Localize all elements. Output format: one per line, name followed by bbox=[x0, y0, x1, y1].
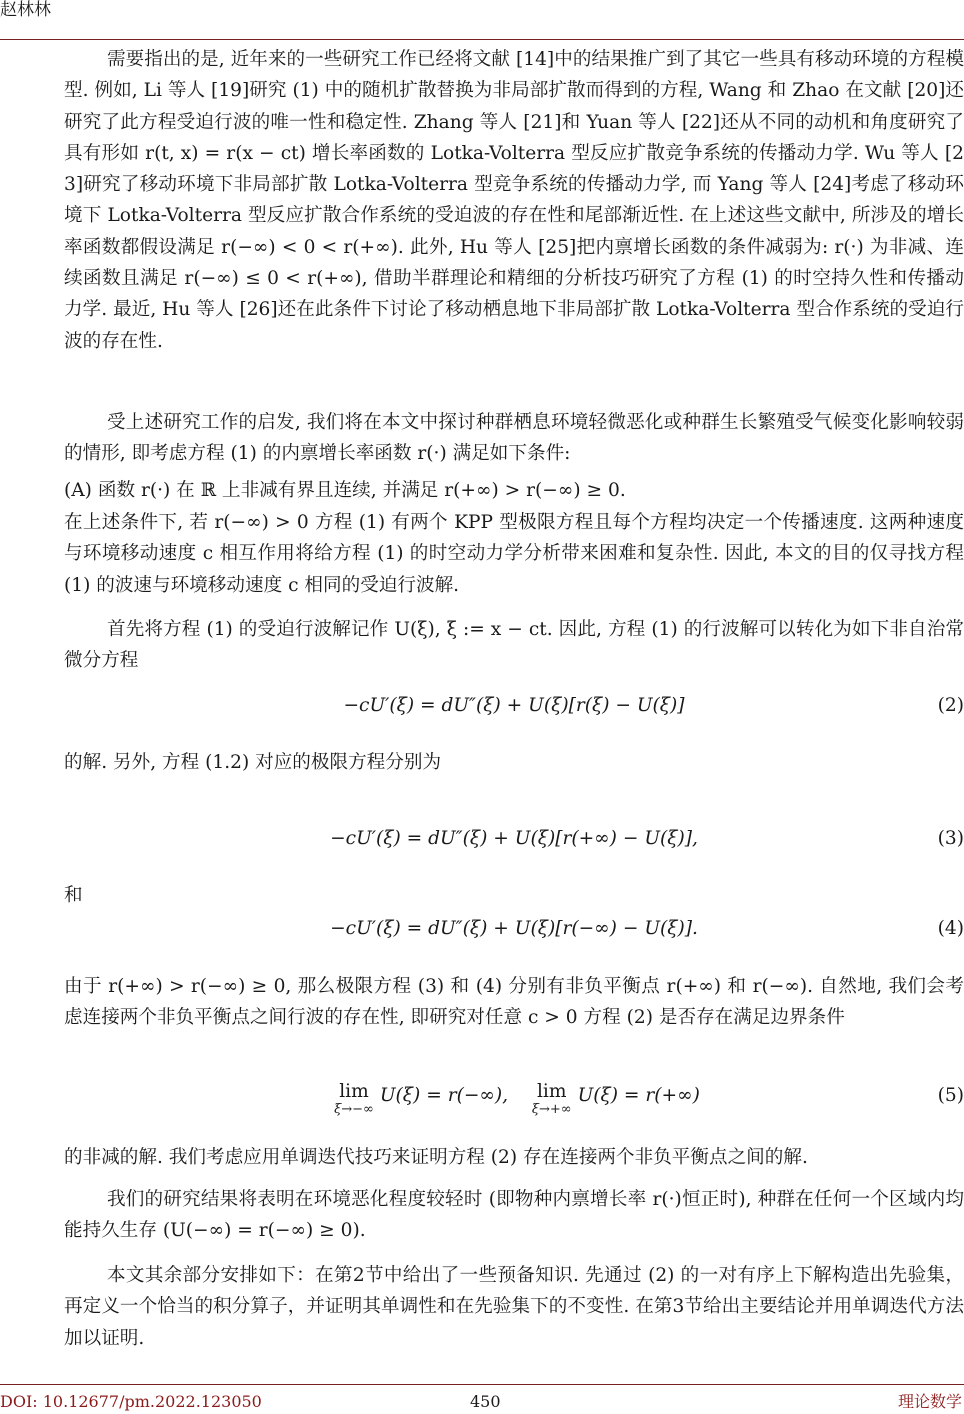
limit-left-word: lim bbox=[339, 1081, 369, 1102]
paragraph-limit-intro: 的解. 另外, 方程 (1.2) 对应的极限方程分别为 bbox=[64, 752, 442, 773]
limit-right bbox=[532, 1080, 572, 1116]
limit-right-subscript: ξ→+∞ bbox=[531, 1102, 572, 1117]
running-head-author: 赵林林 bbox=[0, 0, 51, 20]
equation-4 bbox=[64, 913, 964, 945]
paragraph-and: 和 bbox=[64, 885, 83, 906]
footer-divider bbox=[0, 1384, 964, 1385]
equation-2-number: (2) bbox=[937, 695, 964, 716]
paragraph-nondecreasing-solution: 的非减的解. 我们考虑应用单调迭代技巧来证明方程 (2) 存在连接两个非负平衡点之间的解. bbox=[64, 1147, 808, 1168]
limit-left-expression: U(ξ) = r(−∞), bbox=[379, 1085, 509, 1106]
limit-left bbox=[334, 1080, 374, 1116]
paragraph-results-preview: 我们的研究结果将表明在环境恶化程度较轻时 (即物种内禀增长率 r(·)恒正时), 种群在任何一个区域内均能持久生存 (U(−∞) = r(−∞) ≥ 0). bbox=[64, 1189, 964, 1242]
header-divider bbox=[0, 39, 964, 40]
equation-4-number: (4) bbox=[937, 918, 964, 939]
footer-journal-name: 理论数学 bbox=[897, 1392, 962, 1411]
equation-5-body bbox=[64, 1080, 964, 1116]
equation-2-body: −cU′(ξ) = dU″(ξ) + U(ξ)[r(ξ) − U(ξ)] bbox=[343, 695, 685, 716]
equation-3-number: (3) bbox=[937, 828, 964, 849]
equation-4-body: −cU′(ξ) = dU″(ξ) + U(ξ)[r(−∞) − U(ξ)]. bbox=[330, 918, 698, 939]
equation-5-number: (5) bbox=[937, 1085, 964, 1106]
equation-3 bbox=[64, 823, 964, 855]
paragraph-traveling-wave-setup: 首先将方程 (1) 的受迫行波解记作 U(ξ), ξ := x − ct. 因此, 方程 (1) 的行波解可以转化为如下非自治常微分方程 bbox=[64, 619, 964, 672]
equation-2 bbox=[64, 690, 964, 722]
limit-right-word: lim bbox=[536, 1081, 567, 1102]
equation-5 bbox=[64, 1080, 964, 1120]
paragraph-equilibria: 由于 r(+∞) > r(−∞) ≥ 0, 那么极限方程 (3) 和 (4) 分别有非负平衡点 r(+∞) 和 r(−∞). 自然地, 我们会考虑连接两个非负平衡点之间行波的存在性, 即研究对任意 c > 0 方程 (2) 是否存在满足边界条件 bbox=[64, 976, 964, 1029]
limit-left-subscript: ξ→−∞ bbox=[334, 1102, 374, 1117]
assumption-A: (A) 函数 r(·) 在 ℝ 上非减有界且连续, 并满足 r(+∞) > r(−∞) ≥ 0. bbox=[64, 480, 626, 501]
paragraph-outline: 本文其余部分安排如下：在第2节中给出了一些预备知识. 先通过 (2) 的一对有序上下解构造出先验集，再定义一个恰当的积分算子，并证明其单调性和在先验集下的不变性. 在第3节给出主要结论并用单调迭代方法加以证明. bbox=[64, 1265, 964, 1349]
footer-doi-link[interactable]: DOI: 10.12677/pm.2022.123050 bbox=[0, 1392, 262, 1411]
equation-3-body: −cU′(ξ) = dU″(ξ) + U(ξ)[r(+∞) − U(ξ)], bbox=[330, 828, 698, 849]
paragraph-related-work: 需要指出的是, 近年来的一些研究工作已经将文献 [14]中的结果推广到了其它一些具有移动环境的方程模型. 例如, Li 等人 [19]研究 (1) 中的随机扩散替换为非局部扩散而得到的方程, Wang 和 Zhao 在文献 [20]还研究了此方程受迫行波的唯一性和稳定性. Zhang 等人 [21]和 Yuan 等人 [22]还从不同的动机和角度研究了具有形如 r(t, x) = r(x − ct) 增长率函数的 Lotka-Volterra 型反应扩散竞争系统的传播动力学. Wu 等人 [23]研究了移动环境下非局部扩散 Lotka-Volterra 型竞争系统的传播动力学, 而 Yang 等人 [24]考虑了移动环境下 Lotka-Volterra 型反应扩散合作系统的受迫波的存在性和尾部渐近性. 在上述这些文献中, 所涉及的增长率函数都假设满足 r(−∞) < 0 < r(+∞). 此外, Hu 等人 [25]把内禀增长函数的条件减弱为: r(·) 为非减、连续函数且满足 r(−∞) ≤ 0 < r(+∞), 借助半群理论和精细的分析技巧研究了方程 (1) 的时空持久性和传播动力学. 最近, Hu 等人 [26]还在此条件下讨论了移动栖息地下非局部扩散 Lotka-Volterra 型合作系统的受迫行波的存在性. bbox=[64, 49, 964, 352]
limit-right-expression: U(ξ) = r(+∞) bbox=[577, 1085, 700, 1106]
paragraph-assumption-consequence: 在上述条件下, 若 r(−∞) > 0 方程 (1) 有两个 KPP 型极限方程且每个方程均决定一个传播速度. 这两种速度与环境移动速度 c 相互作用将给方程 (1) 的时空动力学分析带来困难和复杂性. 因此, 本文的目的仅寻找方程 (1) 的波速与环境移动速度 c 相同的受迫行波解. bbox=[64, 512, 964, 596]
footer-page-number: 450 bbox=[470, 1392, 501, 1411]
paragraph-motivation: 受上述研究工作的启发, 我们将在本文中探讨种群栖息环境轻微恶化或种群生长繁殖受气候变化影响较弱的情形, 即考虑方程 (1) 的内禀增长率函数 r(·) 满足如下条件: bbox=[64, 412, 964, 465]
